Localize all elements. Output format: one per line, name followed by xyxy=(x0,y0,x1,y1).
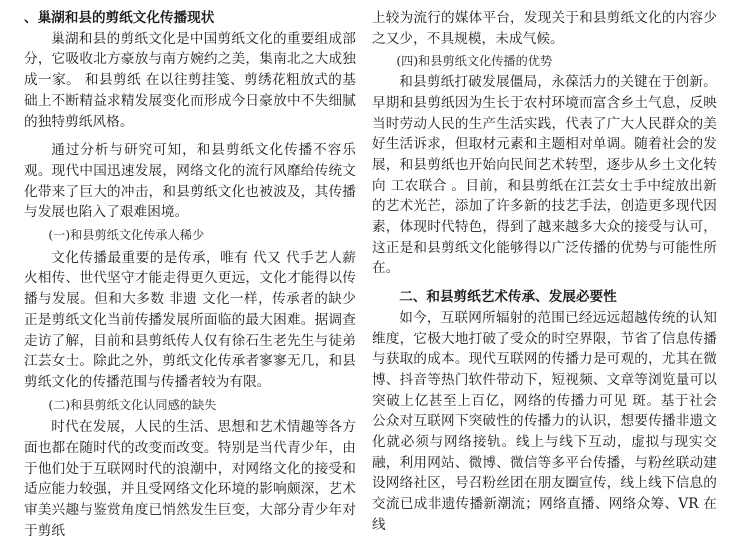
subheading-lack-of-identity: (二)和县剪纸文化认同感的缺失 xyxy=(48,397,217,412)
section-heading-current-status: 、巢湖和县的剪纸文化传播现状 xyxy=(24,10,215,26)
paragraph-paper-cut-overview: 巢湖和县的剪纸文化是中国剪纸文化的重要组成部分，它吸收北方豪放与南方婉约之美，集南北之大成独成一家。 和县剪纸 在以往剪挂笺、剪绣花粗放式的基础上不断精益求精发展变化而形成今日豪放中不失细腻的独特剪纸风格。 xyxy=(24,30,356,130)
subheading-advantages: (四)和县剪纸文化传播的优势 xyxy=(396,54,553,69)
left-column xyxy=(24,0,356,542)
paragraph-identity: 时代在发展，人民的生活、思想和艺术情趣等各方面也都在随时代的改变而改变。特别是当代青少年，由于他们处于互联网时代的浪潮中，对网络文化的接受和适应能力较强，并且受网络文化环境的影响颇深，艺术审美兴趣与鉴赏角度已悄然发生巨变，大部分青少年对于剪纸 xyxy=(24,419,356,539)
subheading-few-inheritors: (一)和县剪纸文化传承人稀少 xyxy=(48,228,205,243)
paragraph-innovation: 和县剪纸打破发展僵局，永葆活力的关键在于创新。早期和县剪纸因为生长于农村环境而富含乡土气息，反映当时劳动人民的生产生活实践，代表了广大人民群众的美好生活诉求，但取材元素和主题相对单调。随着社会的发展，和县剪纸也开始向民间艺术转型，逐步从乡土文化转向 工农联合 。目前，和县剪纸在江芸女士手中绽放出新的艺术光芒，添加了许多新的技艺手法，创造更多现代因素，体现时代特色，得到了越来越多大众的接受与认可，这正是和县剪纸文化能够得以广泛传播的优势与可能性所在。 xyxy=(372,74,717,277)
section-heading-necessity: 二、和县剪纸艺术传承、发展必要性 xyxy=(399,289,617,306)
right-column xyxy=(372,0,717,536)
paragraph-media-platforms: 上较为流行的媒体平台，发现关于和县剪纸文化的内容少之又少，不具规模，未成气候。 xyxy=(372,10,717,47)
paragraph-internet: 如今，互联网所辐射的范围已经远远超越传统的认知维度，它极大地打破了受众的时空界限，节省了信息传播与获取的成本。现代互联网的传播力是可观的，尤其在微博、抖音等热门软件带动下，短视频、文章等浏览量可以突破上亿甚至上百亿，网络的传播力可见 斑。基于社会公众对互联网下突破性的传播力的认识，想要传播非遗文化就必须与网络接轨。线上与线下互动，虚拟与现实交融，利用网站、微博、微信等多平台传播，与粉丝联动建设网络社区，号召粉丝团在朋友圈宣传，线上线下信息的交流已成非遗传播新潮流；网络直播、网络众筹、VR 在线 xyxy=(372,309,717,533)
paragraph-inheritors: 文化传播最重要的是传承，唯有 代又 代手艺人薪火相传、世代坚守才能走得更久更远，文化才能得以传播与发展。但和大多数 非遗 文化一样，传承者的缺少正是剪纸文化当前传播发展所面临的最大困难。据调查走访了解，目前和县剪纸传人仅有徐石生老先生与徒弟江芸女士。除此之外，剪纸文化传承者寥寥无几，和县剪纸文化的传播范围与传播者较为有限。 xyxy=(24,249,356,390)
paragraph-analysis: 通过分析与研究可知，和县剪纸文化传播不容乐观。现代中国迅速发展，网络文化的流行风靡给传统文化带来了巨大的冲击，和县剪纸文化也被波及，其传播与发展也陷入了艰难困境。 xyxy=(24,142,356,221)
